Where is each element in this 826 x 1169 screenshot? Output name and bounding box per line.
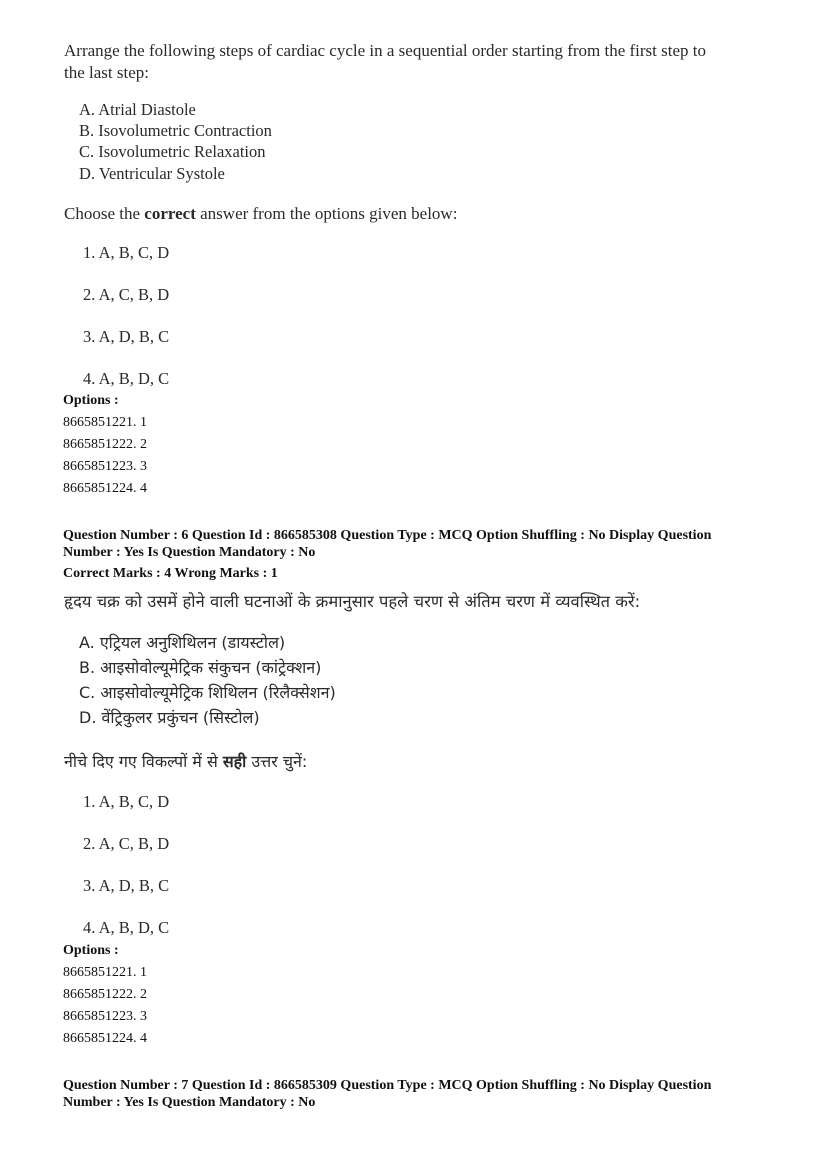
q5-choose-before: Choose the — [64, 204, 145, 223]
q5-step-c: C. Isovolumetric Relaxation — [79, 142, 266, 161]
q5-option-id-1: 8665851221. 1 — [63, 415, 147, 430]
q6-option-id-4: 8665851224. 4 — [63, 1031, 147, 1046]
q5-option-id-4: 8665851224. 4 — [63, 481, 147, 496]
q5-step-a: A. Atrial Diastole — [79, 100, 196, 119]
q5-answer-1: 1. A, B, C, D — [83, 243, 170, 262]
q5-options-label: Options : — [63, 393, 119, 408]
q5-option-id-2: 8665851222. 2 — [63, 437, 147, 452]
q6-answer-1: 1. A, B, C, D — [83, 792, 170, 811]
q6-step-c: C. आइसोवोल्यूमेट्रिक शिथिलन (रिलैक्सेशन) — [79, 683, 336, 702]
q6-marks: Correct Marks : 4 Wrong Marks : 1 — [63, 566, 278, 581]
q7-meta-line2: Number : Yes Is Question Mandatory : No — [63, 1095, 316, 1110]
q6-answer-3: 3. A, D, B, C — [83, 876, 170, 895]
q6-option-id-2: 8665851222. 2 — [63, 987, 147, 1002]
q5-step-b: B. Isovolumetric Contraction — [79, 121, 272, 140]
q5-choose-bold: correct — [144, 204, 196, 223]
q5-answer-3: 3. A, D, B, C — [83, 327, 170, 346]
q5-answer-4: 4. A, B, D, C — [83, 369, 170, 388]
q6-step-b: B. आइसोवोल्यूमेट्रिक संकुचन (कांट्रेक्शन) — [79, 658, 322, 677]
q6-question-hindi: हृदय चक्र को उसमें होने वाली घटनाओं के क्रमानुसार पहले चरण से अंतिम चरण में व्यवस्थित करें: — [64, 592, 641, 611]
q5-question-line2: the last step: — [64, 63, 149, 82]
q5-question-line1: Arrange the following steps of cardiac cycle in a sequential order starting from the first step to — [64, 41, 707, 60]
q5-choose-after: answer from the options given below: — [195, 204, 458, 223]
q6-meta-line2: Number : Yes Is Question Mandatory : No — [63, 545, 316, 560]
q6-choose-before: नीचे दिए गए विकल्पों में से — [64, 752, 223, 771]
q5-option-id-3: 8665851223. 3 — [63, 459, 147, 474]
q5-answer-2: 2. A, C, B, D — [83, 285, 170, 304]
q6-step-d: D. वेंट्रिकुलर प्रकुंचन (सिस्टोल) — [79, 708, 260, 727]
q6-answer-2: 2. A, C, B, D — [83, 834, 170, 853]
q5-step-d: D. Ventricular Systole — [79, 164, 225, 183]
q6-answer-4: 4. A, B, D, C — [83, 918, 170, 937]
q6-meta-line1: Question Number : 6 Question Id : 866585308 Question Type : MCQ Option Shuffling : No Display Question — [63, 528, 712, 543]
q6-option-id-3: 8665851223. 3 — [63, 1009, 147, 1024]
q6-choose-after: उत्तर चुनें: — [246, 752, 308, 771]
q6-option-id-1: 8665851221. 1 — [63, 965, 147, 980]
q6-options-label: Options : — [63, 943, 119, 958]
q6-step-a: A. एट्रियल अनुशिथिलन (डायस्टोल) — [79, 633, 286, 652]
q5-choose-instruction — [64, 202, 457, 225]
q6-choose-instruction — [64, 750, 307, 772]
q6-choose-bold: सही — [222, 752, 247, 771]
q7-meta-line1: Question Number : 7 Question Id : 866585309 Question Type : MCQ Option Shuffling : No Display Question — [63, 1078, 712, 1093]
